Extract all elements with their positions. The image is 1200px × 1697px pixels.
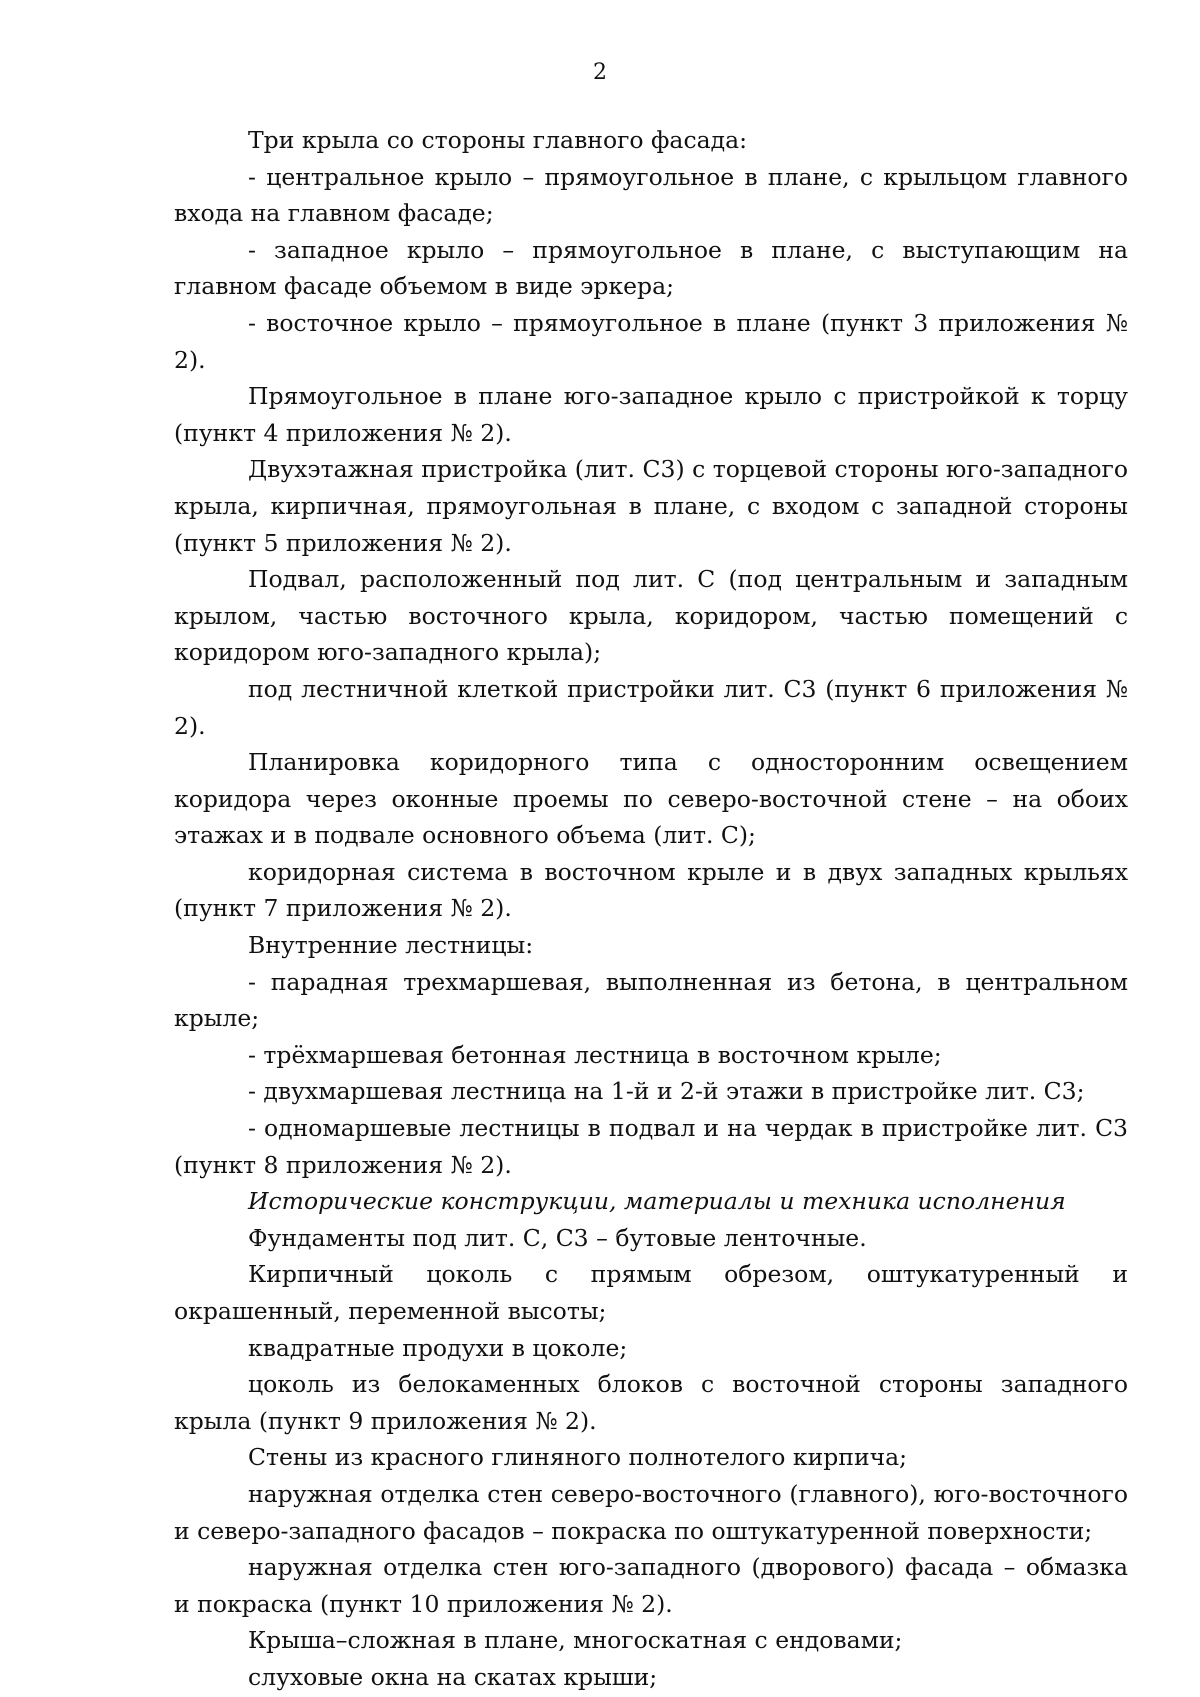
paragraph: - западное крыло – прямоугольное в плане, с выступающим на главном фасаде объемом в виде эркера; — [174, 235, 1128, 301]
paragraph: цоколь из белокаменных блоков с восточной стороны западного крыла (пункт 9 приложения № 2). — [174, 1370, 1128, 1435]
paragraph: наружная отделка стен юго-западного (дворового) фасада – обмазка и покраска (пункт 10 приложения № 2). — [174, 1553, 1128, 1618]
section-heading: Исторические конструкции, материалы и техника исполнения — [248, 1187, 1066, 1216]
paragraph: слуховые окна на скатах крыши; — [248, 1662, 658, 1691]
paragraph: Двухэтажная пристройка (лит. С3) с торцевой стороны юго-западного крыла, кирпичная, прямоугольная в плане, с входом с западной стороны (пункт 5 приложения № 2). — [174, 455, 1128, 557]
page-number: 2 — [593, 60, 607, 85]
paragraph: Прямоугольное в плане юго-западное крыло с пристройкой к торцу (пункт 4 приложения № 2). — [174, 382, 1128, 447]
paragraph: - одномаршевые лестницы в подвал и на чердак в пристройке лит. С3 (пункт 8 приложения № 2). — [174, 1114, 1128, 1179]
paragraph: под лестничной клеткой пристройки лит. С3 (пункт 6 приложения № 2). — [174, 674, 1128, 740]
paragraph: - центральное крыло – прямоугольное в плане, с крыльцом главного входа на главном фасаде; — [174, 162, 1128, 228]
paragraph: коридорная система в восточном крыле и в двух западных крыльях (пункт 7 приложения № 2). — [174, 857, 1128, 923]
paragraph: - трёхмаршевая бетонная лестница в восточном крыле; — [248, 1040, 942, 1069]
paragraph: квадратные продухи в цоколе; — [248, 1333, 628, 1362]
paragraph: Стены из красного глиняного полнотелого кирпича; — [248, 1443, 908, 1472]
paragraph: - парадная трехмаршевая, выполненная из бетона, в центральном крыле; — [174, 967, 1128, 1033]
paragraph: - восточное крыло – прямоугольное в плане (пункт 3 приложения № 2). — [174, 308, 1128, 374]
paragraph: Внутренние лестницы: — [248, 931, 534, 960]
document-body — [174, 122, 1128, 1696]
paragraph: Планировка коридорного типа с односторонним освещением коридора через оконные проемы по северо-восточной стене – на обоих этажах и в подвале основного объема (лит. С); — [174, 748, 1128, 850]
paragraph: Фундаменты под лит. С, С3 – бутовые ленточные. — [248, 1223, 867, 1252]
paragraph: наружная отделка стен северо-восточного (главного), юго-восточного и северо-западного фасадов – покраска по оштукатуренной поверхности; — [174, 1479, 1128, 1545]
paragraph: Подвал, расположенный под лит. С (под центральным и западным крылом, частью восточного крыла, коридором, частью помещений с коридором юго-западного крыла); — [174, 565, 1128, 667]
paragraph: Кирпичный цоколь с прямым обрезом, оштукатуренный и окрашенный, переменной высоты; — [174, 1260, 1128, 1325]
paragraph: - двухмаршевая лестница на 1-й и 2-й этажи в пристройке лит. С3; — [248, 1077, 1085, 1106]
paragraph: Три крыла со стороны главного фасада: — [248, 126, 748, 154]
paragraph: Крыша–сложная в плане, многоскатная с ендовами; — [248, 1626, 903, 1655]
